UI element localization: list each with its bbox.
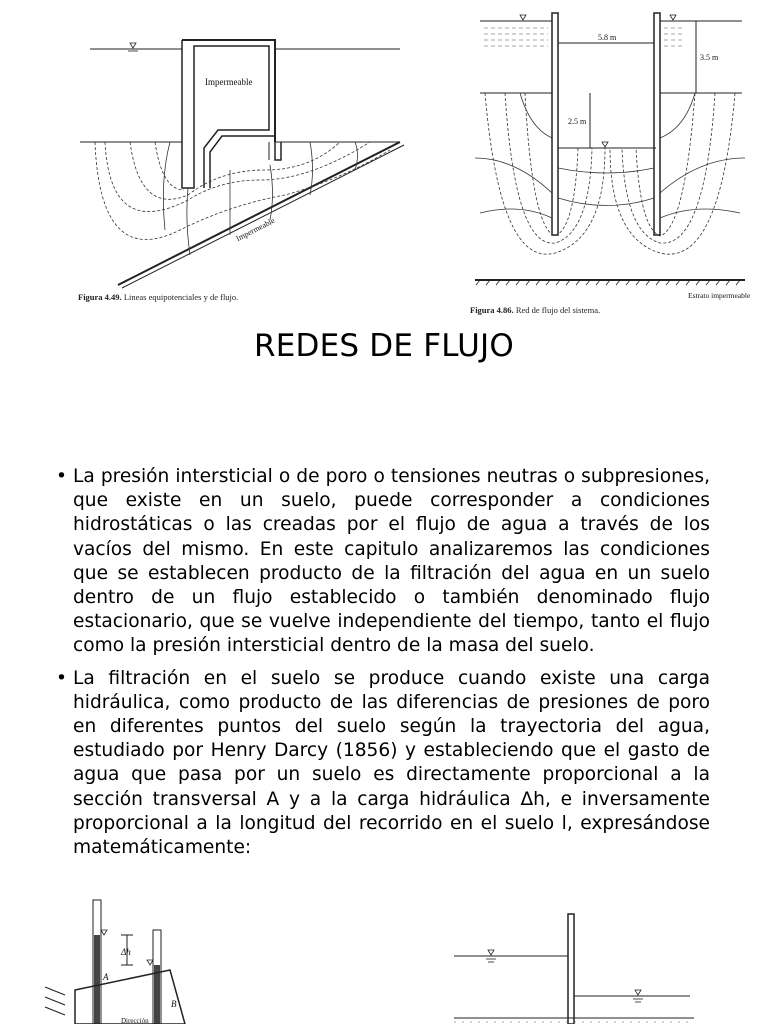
point-b-label: B [171, 999, 177, 1009]
bullet-text: La filtración en el suelo se produce cuando existe una carga hidráulica, como producto de las diferencias de presiones de poro en diferentes puntos del suelo según la trayectoria del agua, estudiado por Henry Darcy (1856) y estableciendo que el gasto de agua que pasa por un suelo es directamente proporcional a la sección transversal A y a la carga hidráulica Δh, e inversamente proporcional a la longitud del recorrido en el suelo l, expresándose matemáticamente: [73, 667, 710, 859]
water-level-icon [486, 950, 643, 1002]
water-level-icon [128, 43, 138, 51]
bullet-marker: • [56, 466, 67, 487]
delta-h-label: Δh [121, 947, 131, 957]
bullet-item [56, 667, 710, 861]
flow-net-figure-right [470, 8, 750, 303]
dimension-depth: 2.5 m [568, 117, 587, 126]
dimension-width: 5.8 m [598, 33, 617, 42]
impermeable-label-slope: Impermeable [234, 215, 277, 244]
figure-caption-right: Figura 4.86. Red de flujo del sistema. [470, 305, 601, 315]
bullet-item [56, 465, 710, 659]
bullet-marker: • [56, 667, 67, 689]
sheet-pile-figure [452, 912, 697, 1024]
figure-caption-left: Figura 4.49. Lineas equipotenciales y de flujo. [78, 292, 239, 302]
stratum-label: Estrato impermeable [688, 291, 750, 300]
direction-label: Dirección [121, 1017, 149, 1024]
impermeable-label-top: Impermeable [205, 77, 253, 87]
page-title: REDES DE FLUJO [253, 328, 515, 364]
flow-net-figure-left [70, 30, 410, 290]
bullet-text: La presión intersticial o de poro o tensiones neutras o subpresiones, que existe en un suelo, puede corresponder a condiciones hidrostáticas o las creadas por el flujo de agua a través de los vacíos del mismo. En este capitulo analizaremos las condiciones que se establecen producto de la filtración del agua en un suelo dentro de un flujo establecido o también denominado flujo estacionario, que se vuelve independiente del tiempo, tanto el flujo como la presión intersticial dentro de la masa del suelo. [73, 466, 710, 657]
dimension-height: 3.5 m [700, 53, 719, 62]
bullet-list [56, 465, 710, 868]
point-a-label: A [103, 972, 109, 982]
darcy-apparatus-figure [35, 895, 195, 1024]
